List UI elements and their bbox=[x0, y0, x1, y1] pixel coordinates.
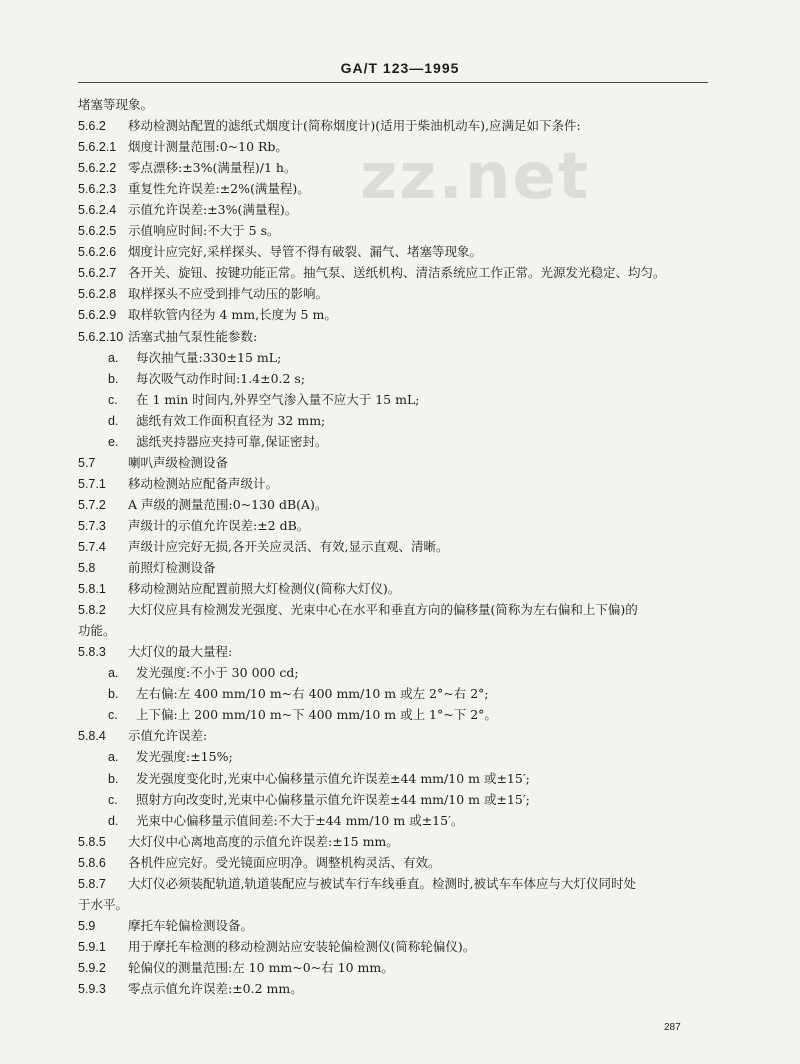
clause-number: d. bbox=[108, 813, 119, 828]
text-line bbox=[78, 136, 718, 157]
text-line bbox=[78, 662, 718, 683]
clause-text: 重复性允许误差:±2%(满量程)。 bbox=[128, 181, 310, 197]
clause-text: 移动检测站应配置前照大灯检测仪(简称大灯仪)。 bbox=[128, 581, 401, 597]
text-line bbox=[78, 578, 718, 599]
text-line bbox=[78, 115, 718, 136]
clause-number: 5.6.2.7 bbox=[78, 266, 117, 281]
text-line bbox=[78, 431, 718, 452]
clause-number: c. bbox=[108, 792, 118, 807]
clause-number: c. bbox=[108, 392, 118, 407]
text-line bbox=[78, 978, 718, 999]
text-line bbox=[78, 410, 718, 431]
clause-text: 滤纸有效工作面积直径为 32 mm; bbox=[136, 412, 326, 428]
clause-text: 滤纸夹持器应夹持可靠,保证密封。 bbox=[136, 433, 328, 449]
clause-number: a. bbox=[108, 666, 119, 681]
clause-number: 5.6.2.8 bbox=[78, 287, 117, 302]
clause-text: 左右偏:左 400 mm/10 m~右 400 mm/10 m 或左 2°~右 2°; bbox=[136, 686, 489, 702]
clause-number: 5.8.2 bbox=[78, 603, 106, 618]
clause-number: 5.8.5 bbox=[78, 834, 106, 849]
text-line bbox=[78, 157, 718, 178]
clause-number: b. bbox=[108, 687, 119, 702]
text-line bbox=[78, 852, 718, 873]
text-line bbox=[78, 915, 718, 936]
text-line bbox=[78, 347, 718, 368]
text-line bbox=[78, 368, 718, 389]
text-line bbox=[78, 936, 718, 957]
clause-number: 5.6.2.1 bbox=[78, 140, 117, 155]
clause-text: 大灯仪的最大量程: bbox=[128, 644, 233, 660]
text-line bbox=[78, 746, 718, 767]
text-line bbox=[78, 326, 718, 347]
clause-text: 声级计应完好无损,各开关应灵活、有效,显示直观、清晰。 bbox=[128, 538, 449, 554]
clause-number: 5.8.4 bbox=[78, 729, 106, 744]
clause-number: 5.6.2.2 bbox=[78, 161, 117, 176]
clause-number: 5.8.7 bbox=[78, 876, 106, 891]
clause-text: A 声级的测量范围:0~130 dB(A)。 bbox=[128, 496, 328, 512]
text-line bbox=[78, 683, 718, 704]
text-line bbox=[78, 94, 718, 115]
clause-text: 轮偏仪的测量范围:左 10 mm~0~右 10 mm。 bbox=[128, 959, 394, 975]
clause-number: 5.9.2 bbox=[78, 960, 106, 975]
clause-text: 示值响应时间:不大于 5 s。 bbox=[128, 223, 280, 239]
clause-text: 声级计的示值允许误差:±2 dB。 bbox=[128, 517, 310, 533]
clause-text: 发光强度:±15%; bbox=[136, 749, 233, 765]
text-line bbox=[78, 557, 718, 578]
text-line bbox=[78, 894, 718, 915]
clause-text: 零点漂移:±3%(满量程)/1 h。 bbox=[128, 160, 297, 176]
text-line bbox=[78, 768, 718, 789]
clause-number: 5.6.2.6 bbox=[78, 245, 117, 260]
text-line bbox=[78, 178, 718, 199]
clause-number: 5.8 bbox=[78, 561, 96, 576]
clause-text: 堵塞等现象。 bbox=[78, 97, 154, 112]
clause-text: 每次吸气动作时间:1.4±0.2 s; bbox=[136, 370, 306, 386]
clause-text: 取样软管内径为 4 mm,长度为 5 m。 bbox=[128, 307, 337, 323]
page-number: 287 bbox=[664, 1022, 681, 1033]
clause-number: b. bbox=[108, 371, 119, 386]
clause-text: 光束中心偏移量示值间差:不大于±44 mm/10 m 或±15′。 bbox=[136, 812, 464, 828]
clause-number: 5.6.2.5 bbox=[78, 224, 117, 239]
clause-number: b. bbox=[108, 771, 119, 786]
clause-text: 取样探头不应受到排气动压的影响。 bbox=[128, 286, 329, 302]
clause-number: c. bbox=[108, 708, 118, 723]
clause-number: 5.8.3 bbox=[78, 645, 106, 660]
text-line bbox=[78, 241, 718, 262]
clause-text: 发光强度变化时,光束中心偏移量示值允许误差±44 mm/10 m 或±15′; bbox=[136, 770, 530, 786]
clause-number: 5.7.1 bbox=[78, 476, 106, 491]
clause-text: 大灯仪应具有检测发光强度、光束中心在水平和垂直方向的偏移量(简称为左右偏和上下偏)的 bbox=[128, 602, 638, 618]
text-line bbox=[78, 283, 718, 304]
text-line bbox=[78, 536, 718, 557]
clause-number: 5.9.3 bbox=[78, 981, 106, 996]
clause-text: 于水平。 bbox=[78, 896, 129, 912]
clause-number: 5.7.4 bbox=[78, 539, 106, 554]
clause-number: 5.6.2 bbox=[78, 119, 106, 134]
clause-text: 用于摩托车检测的移动检测站应安装轮偏检测仪(简称轮偏仪)。 bbox=[128, 938, 476, 954]
text-line bbox=[78, 473, 718, 494]
clause-text: 示值允许误差:±3%(满量程)。 bbox=[128, 202, 298, 218]
text-line bbox=[78, 704, 718, 725]
header-rule bbox=[78, 82, 708, 83]
text-line bbox=[78, 620, 718, 641]
clause-number: e. bbox=[108, 434, 119, 449]
clause-number: 5.6.2.3 bbox=[78, 182, 117, 197]
clause-text: 功能。 bbox=[78, 623, 116, 639]
page-header: GA/T 123—1995 bbox=[340, 60, 460, 76]
watermark: zz.net bbox=[360, 140, 591, 214]
clause-number: d. bbox=[108, 413, 119, 428]
text-line bbox=[78, 220, 718, 241]
clause-text: 前照灯检测设备 bbox=[128, 560, 216, 576]
clause-text: 喇叭声级检测设备 bbox=[128, 454, 229, 470]
clause-text: 照射方向改变时,光束中心偏移量示值允许误差±44 mm/10 m 或±15′; bbox=[136, 791, 530, 807]
clause-text: 摩托车轮偏检测设备。 bbox=[128, 917, 254, 933]
text-line bbox=[78, 831, 718, 852]
clause-number: 5.6.2.10 bbox=[78, 329, 124, 344]
clause-text: 上下偏:上 200 mm/10 m~下 400 mm/10 m 或上 1°~下 2°。 bbox=[136, 707, 497, 723]
clause-number: 5.6.2.9 bbox=[78, 308, 117, 323]
clause-text: 大灯仪中心离地高度的示值允许误差:±15 mm。 bbox=[128, 833, 399, 849]
document-body bbox=[78, 94, 718, 999]
clause-number: 5.8.1 bbox=[78, 582, 106, 597]
text-line bbox=[78, 789, 718, 810]
clause-number: a. bbox=[108, 350, 119, 365]
clause-number: 5.7 bbox=[78, 455, 96, 470]
clause-number: 5.9 bbox=[78, 918, 96, 933]
text-line bbox=[78, 957, 718, 978]
text-line bbox=[78, 810, 718, 831]
text-line bbox=[78, 599, 718, 620]
clause-text: 移动检测站应配备声级计。 bbox=[128, 475, 279, 491]
text-line bbox=[78, 452, 718, 473]
text-line bbox=[78, 873, 718, 894]
clause-text: 每次抽气量:330±15 mL; bbox=[136, 349, 282, 365]
text-line bbox=[78, 199, 718, 220]
clause-number: 5.9.1 bbox=[78, 939, 106, 954]
text-line bbox=[78, 389, 718, 410]
clause-number: 5.6.2.4 bbox=[78, 203, 117, 218]
clause-number: a. bbox=[108, 750, 119, 765]
clause-text: 在 1 min 时间内,外界空气渗入量不应大于 15 mL; bbox=[136, 391, 420, 407]
clause-number: 5.8.6 bbox=[78, 855, 106, 870]
clause-text: 发光强度:不小于 30 000 cd; bbox=[136, 665, 299, 681]
clause-text: 活塞式抽气泵性能参数: bbox=[128, 328, 258, 344]
clause-text: 烟度计测量范围:0~10 Rb。 bbox=[128, 139, 288, 155]
text-line bbox=[78, 641, 718, 662]
clause-text: 大灯仪必须装配轨道,轨道装配应与被试车行车线垂直。检测时,被试车车体应与大灯仪同时处 bbox=[128, 875, 636, 891]
text-line bbox=[78, 725, 718, 746]
clause-text: 示值允许误差: bbox=[128, 728, 208, 744]
clause-number: 5.7.2 bbox=[78, 497, 106, 512]
text-line bbox=[78, 262, 718, 283]
clause-text: 移动检测站配置的滤纸式烟度计(简称烟度计)(适用于柴油机动车),应满足如下条件: bbox=[128, 118, 581, 134]
clause-text: 烟度计应完好,采样探头、导管不得有破裂、漏气、堵塞等现象。 bbox=[128, 244, 482, 260]
clause-number: 5.7.3 bbox=[78, 518, 106, 533]
text-line bbox=[78, 494, 718, 515]
clause-text: 各机件应完好。受光镜面应明净。调整机构灵活、有效。 bbox=[128, 854, 441, 870]
clause-text: 各开关、旋钮、按键功能正常。抽气泵、送纸机构、清洁系统应工作正常。光源发光稳定、均匀。 bbox=[128, 265, 666, 281]
text-line bbox=[78, 515, 718, 536]
text-line bbox=[78, 304, 718, 325]
clause-text: 零点示值允许误差:±0.2 mm。 bbox=[128, 980, 303, 996]
